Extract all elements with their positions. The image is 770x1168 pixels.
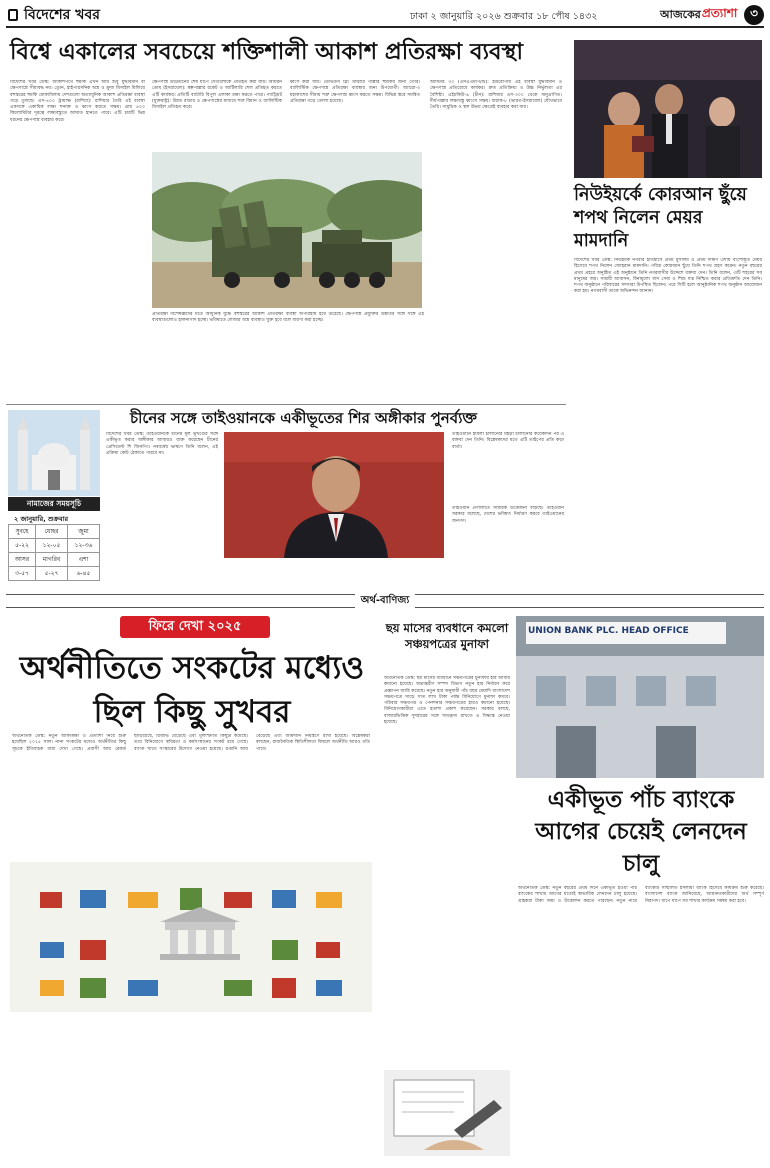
story4-headline: অর্থনীতিতে সংকটের মধ্যেও ছিল কিছু সুখবর: [19, 650, 365, 730]
prayer-table: [8, 524, 100, 581]
brand-name: প্রত্যাশা: [701, 6, 738, 20]
story3-col3: তাইওয়ানে হামলা চালানোর মহড়া চালানোর কয়েকদিন পর এ বক্তব্য দেন তিনি। বিশ্লেষকদের মতে এটি তাইপের প্রতি কড়া বার্তা।: [452, 432, 564, 450]
section-tag: [8, 6, 100, 24]
dateline: ঢাকা ২ জানুয়ারি ২০২৬ শুক্রবার ১৮ পৌষ ১৪৩২: [410, 11, 598, 22]
story1-col3: ধ্বংস করা যায়। ডেভিডস স্লিং মাঝারি পাল্লার হুমকির জন্য তৈরি। ব্যালিস্টিক ক্ষেপণাস্ত্র প্রতিরক্ষা ব্যবস্থার জন্য উপযোগী। অ্যারো-৩ মহাকাশের সীমায় শত্রু ক্ষেপণাস্ত্র ধ্বংস করতে সক্ষম। বিভিন্ন স্তরে সমন্বিত প্রতিরক্ষা গড়ে তোলা হয়েছে।: [290, 80, 420, 104]
story2-body: বিদেশের খবর ডেস্ক: নিউইয়র্ক নগরীর ইতিহাসে প্রথম মুসলিম ও প্রথম দক্ষিণ এশীয় বংশোদ্ভূত মেয়র হিসেবে শপথ নিলেন জোহরান মামদানি। পবিত্র কোরআন ছুঁয়ে তিনি শপথ গ্রহণ করেন। নতুন বছরের প্রথম প্রহরে অনুষ্ঠিত এই অনুষ্ঠানে তিনি নগরবাসীর উদ্দেশে বক্তব্য দেন। তিনি বলেন, এটি শহরের সব মানুষের জয়। সাশ্রয়ী আবাসন, বিনামূল্যে বাস সেবা ও শিশু যত্ন নিশ্চিত করার প্রতিশ্রুতি দেন তিনি। শপথ অনুষ্ঠানে পরিবারের সদস্যরা উপস্থিত ছিলেন। পরে সিটি হলে আনুষ্ঠানিক শপথ অনুষ্ঠান আয়োজন করা হয়। নগরবাসী তাকে অভিনন্দন জানান।: [574, 258, 762, 295]
page-header: [6, 4, 764, 28]
prayer-cell: ১২-৩৬: [68, 539, 100, 553]
economy-infographic: [10, 862, 372, 1012]
story6-body: অর্থনৈতিক ডেস্ক: নতুন বছরের প্রথম দিনে একীভূত হওয়া পাঁচ ব্যাংকের শাখায় আগের মতোই স্বাভাবিক লেনদেন চালু হয়েছে। গ্রাহকরা টাকা জমা ও উত্তোলন করতে পারছেন। নতুন নামে ব্যাংকটি সম্মিলিত ইসলামী ব্যাংক হিসেবে কার্যক্রম শুরু করেছে। বাংলাদেশ ব্যাংক জানিয়েছে, আমানতকারীদের অর্থ সম্পূর্ণ নিরাপদ। ধাপে ধাপে সব শাখার কার্যক্রম সমন্বয় করা হবে।: [518, 886, 764, 904]
prayer-cell: যোহর: [36, 525, 68, 539]
page-number: ৩: [744, 5, 764, 25]
economy-icons-illustration: [10, 862, 372, 1012]
prayer-date: ২ জানুয়ারি, শুক্রবার: [14, 515, 69, 523]
savings-certificate-illustration: [384, 1070, 510, 1156]
xi-photo: [224, 432, 444, 558]
brand-logo: [660, 6, 737, 24]
divider: [6, 404, 566, 405]
bank-building-illustration: [516, 616, 764, 778]
prayer-cell: জুমা: [68, 525, 100, 539]
prayer-cell: এশা: [68, 553, 100, 567]
story6-headline: একীভূত পাঁচ ব্যাংকে আগের চেয়েই লেনদেন চালু: [535, 786, 747, 877]
union-bank-photo: [516, 616, 764, 778]
brand-prefix: আজকের: [660, 7, 701, 21]
section-title: বিদেশের খবর: [24, 7, 100, 23]
xi-portrait-illustration: [224, 432, 444, 558]
story3-col4: তাইওয়ান প্রণালিতে সামরিক উত্তেজনা বাড়ছে। তাইওয়ান সরকার বলেছে, দেশের ভবিষ্যৎ নির্ধারণ করবে তাইওয়ানের জনগণ।: [452, 506, 564, 524]
section-band-label: অর্থ-বাণিজ্য: [355, 593, 416, 610]
story1-col2: ক্ষেপণাস্ত্র উড্ডয়নের শেষ ধাপে সেগুলোকে প্রতিহত করা যায়। আয়রন ডোম (ইসরায়েল): স্বল্পপাল্লার রকেট ও আর্টিলারি শেল প্রতিহত করতে এটি কার্যকর। প্রতিটি ব্যাটারি বিপুল এলাকা রক্ষা করতে পারে। প্যাট্রিয়ট (যুক্তরাষ্ট্র): উন্নত রাডার ও ক্ষেপণাস্ত্রের মাধ্যমে শত্রু বিমান ও ব্যালিস্টিক মিসাইল প্রতিহত করে।: [152, 80, 282, 111]
story4-body: অর্থনৈতিক ডেস্ক: নতুন আকাঙ্ক্ষা ও প্রত্যাশা নিয়ে শুরু হয়েছিল ২০২৫ সাল। নানা সংকটের মধ্যেও অর্থনীতির কিছু সূচকে ইতিবাচক ধারা দেখা গেছে। প্রবাসী আয় রেকর্ড ছাড়িয়েছে, রিজার্ভ বেড়েছে এবং মূল্যস্ফীতি কিছুটা কমেছে। তবে বিনিয়োগে স্থবিরতা ও কর্মসংস্থানের সংকট রয়ে গেছে। ব্যাংক খাতে সংস্কারের উদ্যোগ নেওয়া হয়েছে। রপ্তানি আয় বেড়েছে এবং আমদানি নিয়ন্ত্রণে রাখা হয়েছে। বিশ্লেষকরা বলছেন, রাজনৈতিক স্থিতিশীলতা ফিরলে অর্থনীতি আরও গতি পাবে।: [12, 734, 370, 752]
story4-kicker: ফিরে দেখা ২০২৫: [120, 616, 270, 638]
oath-ceremony-illustration: [574, 40, 762, 178]
section-icon: [8, 9, 18, 21]
story1-bottom: প্রতিরক্ষা বিশেষজ্ঞদের মতে আধুনিক যুদ্ধে বহুস্তরের আকাশ প্রতিরক্ষা ব্যবস্থা অপরিহার্য হয়ে উঠেছে। ক্ষেপণাস্ত্র প্রযুক্তির উন্নতির সঙ্গে সঙ্গে এই ব্যবস্থাগুলোও হালনাগাদ হচ্ছে। ভবিষ্যতে লেজার অস্ত্র ব্যবস্থাও যুক্ত হবে বলে ধারণা করা হচ্ছে।: [152, 312, 424, 324]
mosque-illustration: [8, 410, 100, 496]
prayer-cell: ৩-৫৭: [9, 567, 36, 581]
mosque-photo: [8, 410, 100, 496]
section-band: [6, 594, 764, 608]
mayor-oath-photo: [574, 40, 762, 178]
prayer-cell: ৫-২৭: [36, 567, 68, 581]
air-defence-illustration: [152, 152, 422, 308]
union-bank-sign: UNION BANK PLC. HEAD OFFICE: [528, 626, 689, 636]
story1-col4: অ্যাস্টার ৩০ (এসএএমপি/টি): ইউরোপীয় এই ব্যবস্থা যুদ্ধবিমান ও ক্ষেপণাস্ত্র প্রতিরোধে কার্যকর। দ্রুত প্রতিক্রিয়া ও উচ্চ নির্ভুলতা এর বৈশিষ্ট্য। এইচকিউ-৯ (চীন): রাশিয়ার এস-৩০০ থেকে অনুপ্রাণিত। দীর্ঘপাল্লার লক্ষ্যবস্তু ধ্বংসে সক্ষম। বারাক-৮ (ভারত-ইসরায়েল) যৌথভাবে তৈরি। সামুদ্রিক ও স্থল উভয় ক্ষেত্রেই ব্যবহার করা যায়।: [430, 80, 562, 111]
prayer-cell: ৫-২২: [9, 539, 36, 553]
story3-headline: চীনের সঙ্গে তাইওয়ানকে একীভূতের শির অঙ্গীকার পুনর্ব্যক্ত: [130, 409, 477, 427]
prayer-cell: ১২-০৫: [36, 539, 68, 553]
story5-body: অর্থনৈতিক ডেস্ক: ছয় মাসের ব্যবধানে সঞ্চয়পত্রের মুনাফার হার আবার কমানো হয়েছে। অভ্যন্তরীণ সম্পদ বিভাগ নতুন হার নির্ধারণ করে প্রজ্ঞাপন জারি করেছে। নতুন হার অনুযায়ী পাঁচ বছর মেয়াদি বাংলাদেশ সঞ্চয়পত্রে সাড়ে সাত লাখ টাকা পর্যন্ত বিনিয়োগে মুনাফা কমবে। পরিবার সঞ্চয়পত্র ও পেনশনার সঞ্চয়পত্রের হারও কমানো হয়েছে। বিনিয়োগকারীরা এতে হতাশা প্রকাশ করেছেন। সরকার বলছে, বাজারভিত্তিক সুদহারের সঙ্গে সামঞ্জস্য রাখতে এ সিদ্ধান্ত নেওয়া হয়েছে।: [384, 676, 510, 726]
prayer-cell: ৬-৪৫: [68, 567, 100, 581]
story1-col1: বিদেশের খবর ডেস্ক: আকাশপথে হুমকি এখন আর শুধু যুদ্ধবিমান বা ক্ষেপণাস্ত্রে সীমাবদ্ধ নয়। ড্রোন, হাইপারসনিক অস্ত্র ও ক্রুজ মিসাইল মিলিয়ে বহুস্তরের হুমকি মোকাবিলায় দেশগুলো অত্যাধুনিক আকাশ প্রতিরক্ষা ব্যবস্থা গড়ে তুলছে। এস-৪০০ ট্রায়াম্ফ (রাশিয়া): রাশিয়ার তৈরি এই ব্যবস্থা একসঙ্গে একাধিক লক্ষ্য শনাক্ত ও ধ্বংস করতে সক্ষম। প্রায় ৪০০ কিলোমিটার দূরত্বে লক্ষ্যবস্তুতে আঘাত হানতে পারে। এটি চারটি ভিন্ন ধরনের ক্ষেপণাস্ত্র ব্যবহার করে।: [10, 80, 145, 123]
story3-col1: বিদেশের খবর ডেস্ক: তাইওয়ানকে চীনের মূল ভূখণ্ডের সঙ্গে একীভূত করার অঙ্গীকার আবারও ব্যক্ত করেছেন চীনের প্রেসিডেন্ট শি জিনপিং। নববর্ষের ভাষণে তিনি বলেন, এই প্রক্রিয়া কেউ ঠেকাতে পারবে না।: [106, 432, 218, 456]
prayer-title: নামাজের সময়সূচি: [8, 497, 100, 511]
story1-headline: বিশ্বে একালের সবচেয়ে শক্তিশালী আকাশ প্রতিরক্ষা ব্যবস্থা: [10, 39, 523, 65]
story2-headline: নিউইয়র্কে কোরআন ছুঁয়ে শপথ নিলেন মেয়র মামদানি: [574, 185, 747, 251]
prayer-cell: আসর: [9, 553, 36, 567]
prayer-cell: সুবহে: [9, 525, 36, 539]
prayer-cell: মাগরিব: [36, 553, 68, 567]
story5-headline: ছয় মাসের ব্যবধানে কমলো সঞ্চয়পত্রের মুনাফা: [385, 621, 509, 651]
savings-certificate-photo: [384, 1070, 510, 1156]
air-defence-photo: [152, 152, 422, 308]
